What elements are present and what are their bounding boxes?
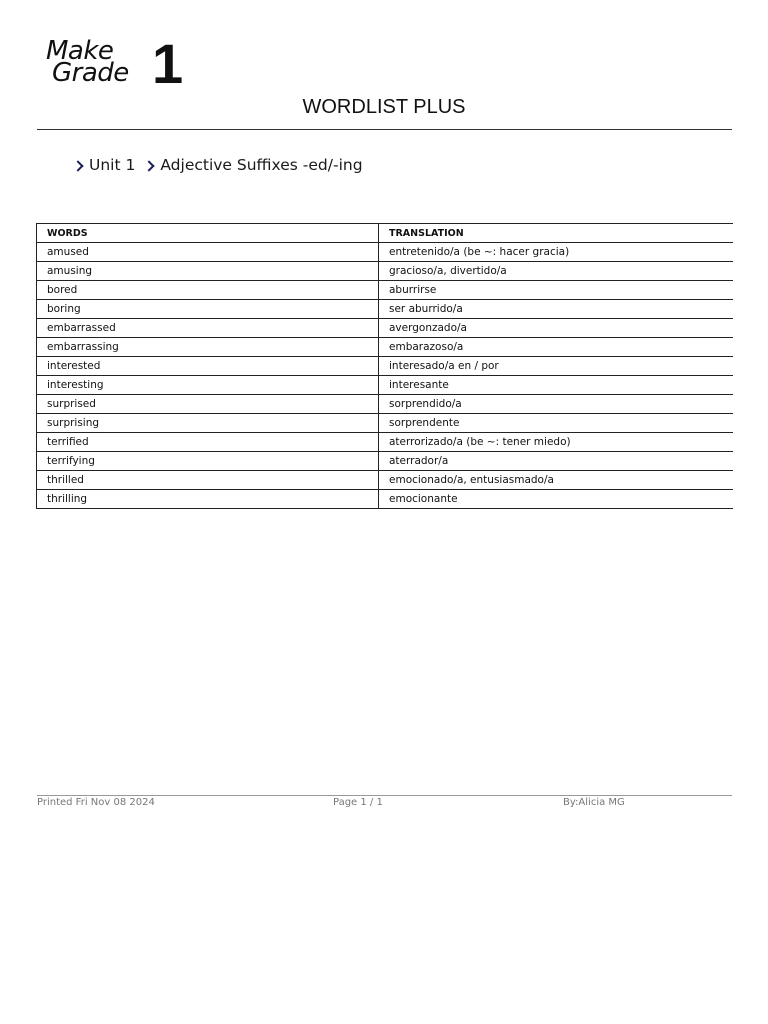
translation-cell: emocionado/a, entusiasmado/a (379, 471, 734, 490)
table-row (37, 338, 734, 357)
author-credit: By:Alicia MG (563, 797, 625, 808)
breadcrumb-item-topic (145, 156, 362, 174)
table-row (37, 433, 734, 452)
table-row (37, 490, 734, 509)
wordlist-table (36, 223, 733, 509)
translation-cell: emocionante (379, 490, 734, 509)
table-row (37, 452, 734, 471)
word-cell: amusing (37, 262, 379, 281)
word-cell: interested (37, 357, 379, 376)
table-row (37, 281, 734, 300)
word-cell: bored (37, 281, 379, 300)
table-row (37, 319, 734, 338)
translation-cell: sorprendente (379, 414, 734, 433)
word-cell: embarrassing (37, 338, 379, 357)
breadcrumb-label: Adjective Suffixes -ed/-ing (160, 156, 363, 174)
printed-date: Printed Fri Nov 08 2024 (37, 797, 155, 808)
word-cell: terrifying (37, 452, 379, 471)
title-divider (37, 129, 732, 130)
column-header-translation: TRANSLATION (379, 224, 734, 243)
chevron-right-icon (72, 160, 83, 171)
translation-cell: interesado/a en / por (379, 357, 734, 376)
word-cell: surprised (37, 395, 379, 414)
translation-cell: aburrirse (379, 281, 734, 300)
table-row (37, 414, 734, 433)
translation-cell: aterrorizado/a (be ~: tener miedo) (379, 433, 734, 452)
word-cell: thrilling (37, 490, 379, 509)
column-header-words: WORDS (37, 224, 379, 243)
table-row (37, 300, 734, 319)
table-row (37, 376, 734, 395)
logo-level-number: 1 (152, 32, 184, 95)
page-title: WORDLIST PLUS (302, 96, 466, 118)
word-cell: thrilled (37, 471, 379, 490)
footer-divider (37, 795, 732, 796)
breadcrumb-label: Unit 1 (89, 156, 136, 174)
word-cell: boring (37, 300, 379, 319)
word-cell: surprising (37, 414, 379, 433)
word-cell: interesting (37, 376, 379, 395)
breadcrumb (74, 156, 373, 174)
page-number: Page 1 / 1 (333, 797, 383, 808)
translation-cell: ser aburrido/a (379, 300, 734, 319)
logo-make-text: Make (46, 36, 114, 66)
translation-cell: interesante (379, 376, 734, 395)
translation-cell: entretenido/a (be ~: hacer gracia) (379, 243, 734, 262)
translation-cell: avergonzado/a (379, 319, 734, 338)
table-row (37, 395, 734, 414)
breadcrumb-item-unit (74, 156, 135, 174)
translation-cell: aterrador/a (379, 452, 734, 471)
translation-cell: gracioso/a, divertido/a (379, 262, 734, 281)
table-row (37, 357, 734, 376)
translation-cell: embarazoso/a (379, 338, 734, 357)
word-cell: terrified (37, 433, 379, 452)
table-row (37, 262, 734, 281)
make-grade-logo (44, 32, 194, 95)
table-header-row (37, 224, 734, 243)
chevron-right-icon (144, 160, 155, 171)
logo-grade-text: Grade (52, 58, 129, 88)
word-cell: amused (37, 243, 379, 262)
word-cell: embarrassed (37, 319, 379, 338)
table-row (37, 243, 734, 262)
table-row (37, 471, 734, 490)
translation-cell: sorprendido/a (379, 395, 734, 414)
